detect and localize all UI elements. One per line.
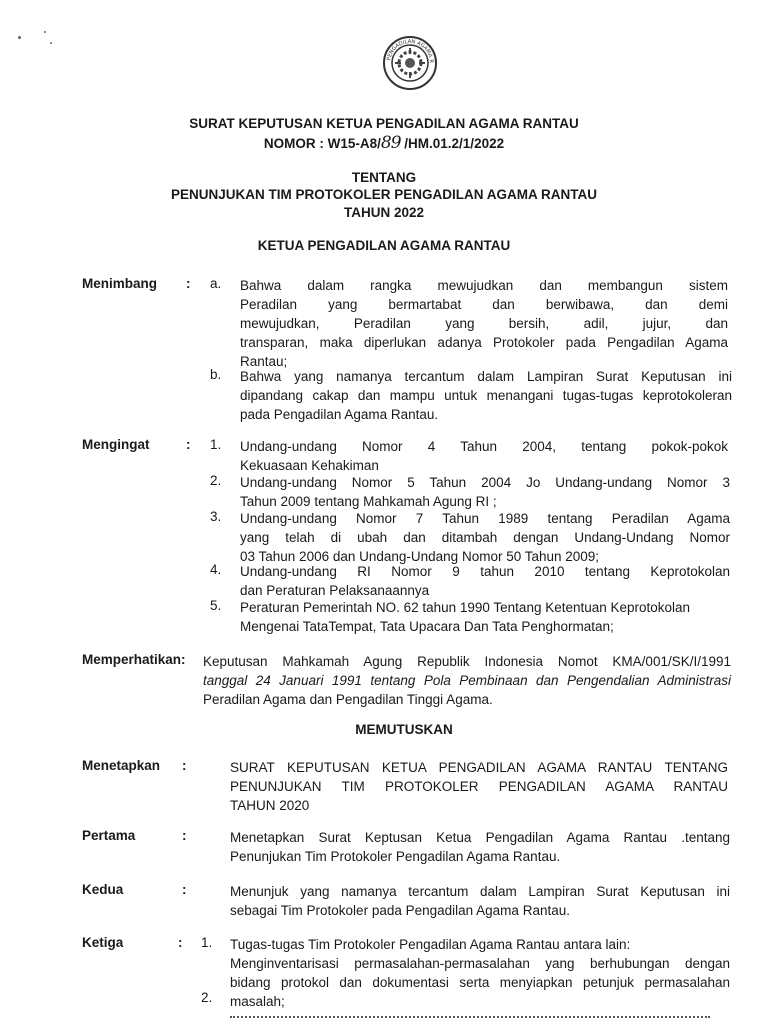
text-line: PENUNJUKAN TIM PROTOKOLER PENGADILAN AGAMA RANTAU [230,779,728,794]
menimbang-a-text [240,276,728,371]
mengingat-label: Mengingat [82,437,150,452]
number-handwritten: 89 [380,133,401,153]
text-line: Peradilan yang bermartabat dan berwibawa, dan demi [240,297,728,312]
menetapkan-colon: : [182,758,187,773]
issuer-heading: KETUA PENGADILAN AGAMA RANTAU [257,238,511,253]
text-line: 03 Tahun 2006 dan Undang-Undang Nomor 50 Tahun 2009; [240,549,600,564]
text-line: mewujudkan, Peradilan yang bersih, adil, jujur, dan [240,316,728,331]
text-line: SURAT KEPUTUSAN KETUA PENGADILAN AGAMA RANTAU TENTANG [230,760,728,775]
text-line: Undang-undang Nomor 4 Tahun 2004, tentang pokok-pokok [240,439,728,454]
pertama-colon: : [182,828,187,843]
menimbang-b-text [240,367,732,424]
text-line: Mengenai TataTempat, Tata Upacara Dan Tata Penghormatan; [240,619,614,634]
text-line: transparan, maka diperlukan adanya Protokoler pada Pengadilan Agama [240,335,728,350]
kedua-label: Kedua [82,882,124,897]
document-title: SURAT KEPUTUSAN KETUA PENGADILAN AGAMA RANTAU [189,116,579,131]
text-line: Keputusan Mahkamah Agung Republik Indonesia Nomot KMA/001/SK/I/1991 [203,654,731,669]
text-line: bidang protokol dan dokumentasi serta menyiapkan petunjuk permasalahan [230,975,730,990]
cutoff-text-line [230,1016,710,1022]
mengingat-2-text [240,473,730,511]
menetapkan-text [230,758,728,815]
mengingat-1-text [240,437,728,475]
text-line: dan Peraturan Pelaksanaannya [240,583,430,598]
text-line: sebagai Tim Protokoler pada Pengadilan Agama Rantau. [230,903,570,918]
mengingat-5-text [240,598,732,636]
text-line: tanggal 24 Januari 1991 tentang Pola Pembinaan dan Pengendalian Administrasi [203,673,731,688]
text-line: Penunjukan Tim Protokoler Pengadilan Agama Rantau. [230,849,561,864]
kedua-colon: : [182,882,187,897]
ketiga-2-marker: 2. [201,990,213,1005]
document-number [0,133,768,153]
text-line: Undang-undang Nomor 7 Tahun 1989 tentang Peradilan Agama [240,511,730,526]
text-line: dipandang cakap dan mampu untuk menangani tugas-tugas keprotokoleran [240,388,732,403]
text-line: pada Pengadilan Agama Rantau. [240,407,439,422]
pertama-text [230,828,730,866]
memperhatikan-text [203,652,731,709]
menimbang-label: Menimbang [82,276,158,291]
text-line: Rantau; [240,354,288,369]
tentang-heading: TENTANG [351,170,417,185]
text-line: Menetapkan Surat Keptusan Ketua Pengadilan Agama Rantau .tentang [230,830,730,845]
menimbang-b-marker: b. [210,367,222,382]
ketiga-1-marker: 1. [201,935,213,950]
scan-speck [44,31,46,33]
memperhatikan-label: Memperhatikan: [82,652,186,667]
memutuskan-heading: MEMUTUSKAN [355,722,453,737]
mengingat-5-marker: 5. [210,598,222,613]
number-suffix: /HM.01.2/1/2022 [400,136,505,151]
text-line: Peradilan Agama dan Pengadilan Tinggi Agama. [203,692,493,707]
pertama-label: Pertama [82,828,136,843]
ketiga-text [230,935,730,1011]
text-line: Undang-undang Nomor 5 Tahun 2004 Jo Undang-undang Nomor 3 [240,475,730,490]
text-line: Kekuasaan Kehakiman [240,458,379,473]
text-line: Bahwa dalam rangka mewujudkan dan membangun sistem [240,278,728,293]
mengingat-3-marker: 3. [210,509,222,524]
mengingat-4-marker: 4. [210,562,222,577]
scan-speck [50,42,52,44]
kedua-text [230,882,730,920]
svg-text:PENGADILAN AGAMA RANTAU: PENGADILAN AGAMA R [386,38,435,64]
text-line: Tahun 2009 tentang Mahkamah Agung RI ; [240,494,497,509]
year-heading: TAHUN 2022 [343,205,425,220]
text-line: TAHUN 2020 [230,798,310,813]
menetapkan-label: Menetapkan [82,758,161,773]
text-line: yang telah di ubah dan ditambah dengan Undang-Undang Nomor [240,530,730,545]
mengingat-1-marker: 1. [210,437,222,452]
text-line: Tugas-tugas Tim Protokoler Pengadilan Agama Rantau antara lain: [230,937,631,952]
text-line: Undang-undang RI Nomor 9 tahun 2010 tentang Keprotokolan [240,564,730,579]
mengingat-3-text [240,509,730,566]
menimbang-colon: : [186,276,191,291]
menimbang-a-marker: a. [210,276,222,291]
number-prefix: NOMOR : W15-A8/ [263,136,381,151]
scan-speck [18,36,21,39]
text-line: Menunjuk yang namanya tercantum dalam Lampiran Surat Keputusan ini [230,884,730,899]
subject-heading: PENUNJUKAN TIM PROTOKOLER PENGADILAN AGAMA RANTAU [170,187,597,202]
mengingat-2-marker: 2. [210,473,222,488]
mengingat-colon: : [186,437,191,452]
ketiga-colon: : [178,935,183,950]
text-line: Bahwa yang namanya tercantum dalam Lampiran Surat Keputusan ini [240,369,732,384]
text-line: Peraturan Pemerintah NO. 62 tahun 1990 Tentang Ketentuan Keprotokolan [240,600,691,615]
mengingat-4-text [240,562,730,600]
text-line: Menginventarisasi permasalahan-permasalahan yang berhubungan dengan [230,956,730,971]
text-line: masalah; [230,994,285,1009]
court-seal-icon [382,34,438,92]
ketiga-label: Ketiga [82,935,124,950]
